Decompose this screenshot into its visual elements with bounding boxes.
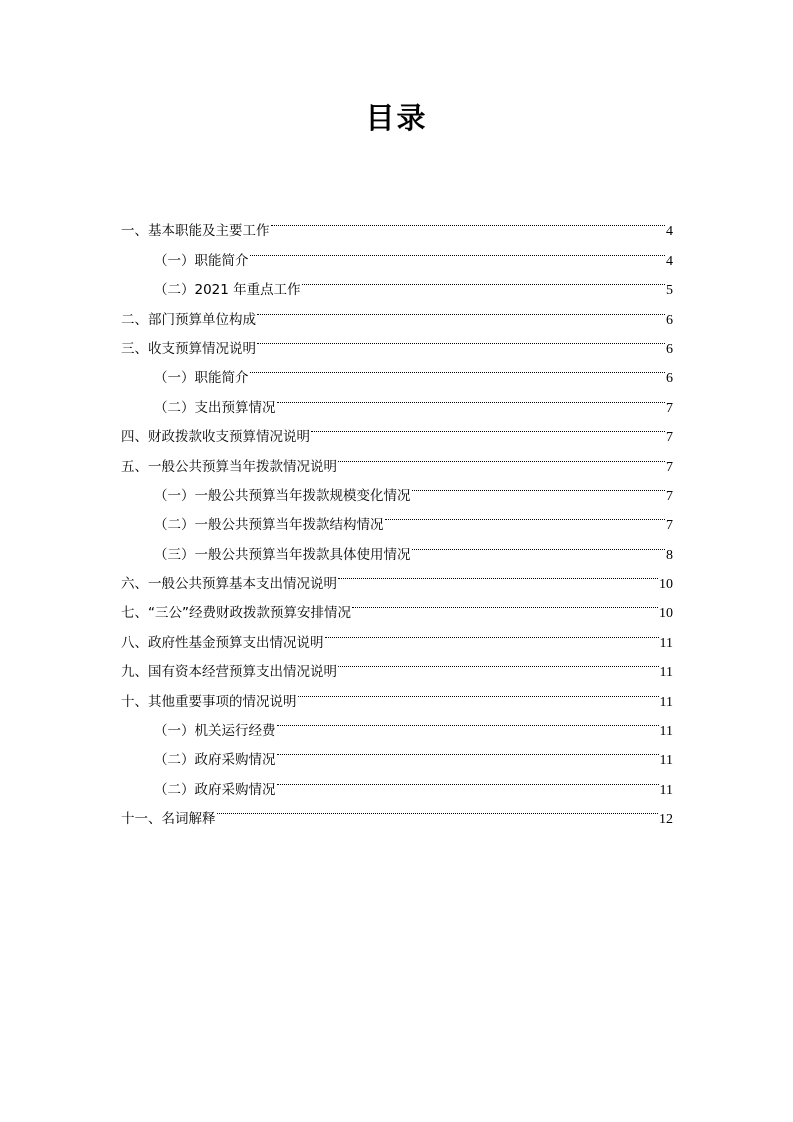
toc-dot-leader bbox=[277, 735, 659, 764]
toc-dot-leader bbox=[250, 235, 666, 264]
toc-entry-label: （二）政府采购情况 bbox=[154, 781, 276, 798]
toc-dot-leader bbox=[277, 764, 659, 793]
toc-page-number: 11 bbox=[659, 782, 673, 798]
toc-dot-leader bbox=[277, 382, 666, 411]
toc-page-number: 7 bbox=[666, 488, 673, 504]
toc-dot-leader bbox=[257, 324, 665, 353]
toc-page-number: 11 bbox=[659, 694, 673, 710]
toc-page-number: 7 bbox=[666, 459, 673, 475]
toc-page-number: 10 bbox=[659, 577, 673, 593]
toc-page-number: 8 bbox=[666, 547, 673, 563]
toc-entry-label: 三、收支预算情况说明 bbox=[121, 340, 256, 357]
toc-entry-label: （一）职能简介 bbox=[154, 252, 249, 269]
toc-dot-leader bbox=[352, 588, 658, 617]
toc-entry-label: 二、部门预算单位构成 bbox=[121, 311, 256, 328]
toc-dot-leader bbox=[412, 529, 666, 558]
toc-dot-leader bbox=[338, 559, 658, 588]
toc-page-number: 11 bbox=[659, 635, 673, 651]
toc-entry-label: （二）支出预算情况 bbox=[154, 399, 276, 416]
toc-entry-label: （二）一般公共预算当年拨款结构情况 bbox=[154, 517, 384, 534]
toc-entry-label: 十一、名词解释 bbox=[121, 811, 216, 828]
toc-page-number: 4 bbox=[666, 224, 673, 240]
toc-page-number: 11 bbox=[659, 665, 673, 681]
page-title: 目录 bbox=[365, 101, 428, 135]
toc-page-number: 7 bbox=[666, 400, 673, 416]
toc-entry-label: （一）一般公共预算当年拨款规模变化情况 bbox=[154, 487, 411, 504]
toc-dot-leader bbox=[325, 617, 659, 646]
toc-dot-leader bbox=[277, 706, 659, 735]
toc-page-number: 10 bbox=[659, 606, 673, 622]
toc-entry-label: （二）政府采购情况 bbox=[154, 752, 276, 769]
toc-dot-leader bbox=[298, 676, 659, 705]
toc-dot-leader bbox=[385, 500, 666, 529]
toc-dot-leader bbox=[271, 206, 666, 235]
toc-entry-label: （三）一般公共预算当年拨款具体使用情况 bbox=[154, 546, 411, 563]
toc-entry-label: 七、“三公”经费财政拨款预算安排情况 bbox=[121, 605, 351, 622]
toc-entry-label: 十、其他重要事项的情况说明 bbox=[121, 693, 297, 710]
toc-page-number: 12 bbox=[659, 812, 673, 828]
toc-page-number: 6 bbox=[666, 371, 673, 387]
toc-dot-leader bbox=[412, 471, 666, 500]
toc-page-number: 7 bbox=[666, 430, 673, 446]
toc-entry-label: 四、财政拨款收支预算情况说明 bbox=[121, 429, 310, 446]
toc-entry-label: （一）机关运行经费 bbox=[154, 723, 276, 740]
toc-page-number: 11 bbox=[659, 753, 673, 769]
toc-entry[interactable] bbox=[121, 206, 673, 240]
toc-dot-leader bbox=[311, 412, 665, 441]
toc-dot-leader bbox=[302, 265, 665, 294]
toc-page-number: 7 bbox=[666, 518, 673, 534]
toc-dot-leader bbox=[338, 647, 659, 676]
toc-dot-leader bbox=[338, 441, 665, 470]
toc-entry-label: （二）2021 年重点工作 bbox=[154, 282, 301, 299]
toc-page-number: 6 bbox=[666, 341, 673, 357]
toc-page-number: 4 bbox=[666, 253, 673, 269]
toc-entry-label: 五、一般公共预算当年拨款情况说明 bbox=[121, 458, 337, 475]
toc-page-number: 5 bbox=[666, 283, 673, 299]
toc-entry-label: 八、政府性基金预算支出情况说明 bbox=[121, 634, 324, 651]
toc-entry-label: （一）职能简介 bbox=[154, 370, 249, 387]
toc-entry-label: 一、基本职能及主要工作 bbox=[121, 223, 270, 240]
toc-entry-label: 九、国有资本经营预算支出情况说明 bbox=[121, 664, 337, 681]
toc-dot-leader bbox=[217, 794, 659, 823]
toc-entry-label: 六、一般公共预算基本支出情况说明 bbox=[121, 576, 337, 593]
table-of-contents bbox=[121, 206, 673, 828]
toc-dot-leader bbox=[250, 353, 666, 382]
toc-page-number: 6 bbox=[666, 312, 673, 328]
toc-dot-leader bbox=[257, 294, 665, 323]
toc-page-number: 11 bbox=[659, 724, 673, 740]
